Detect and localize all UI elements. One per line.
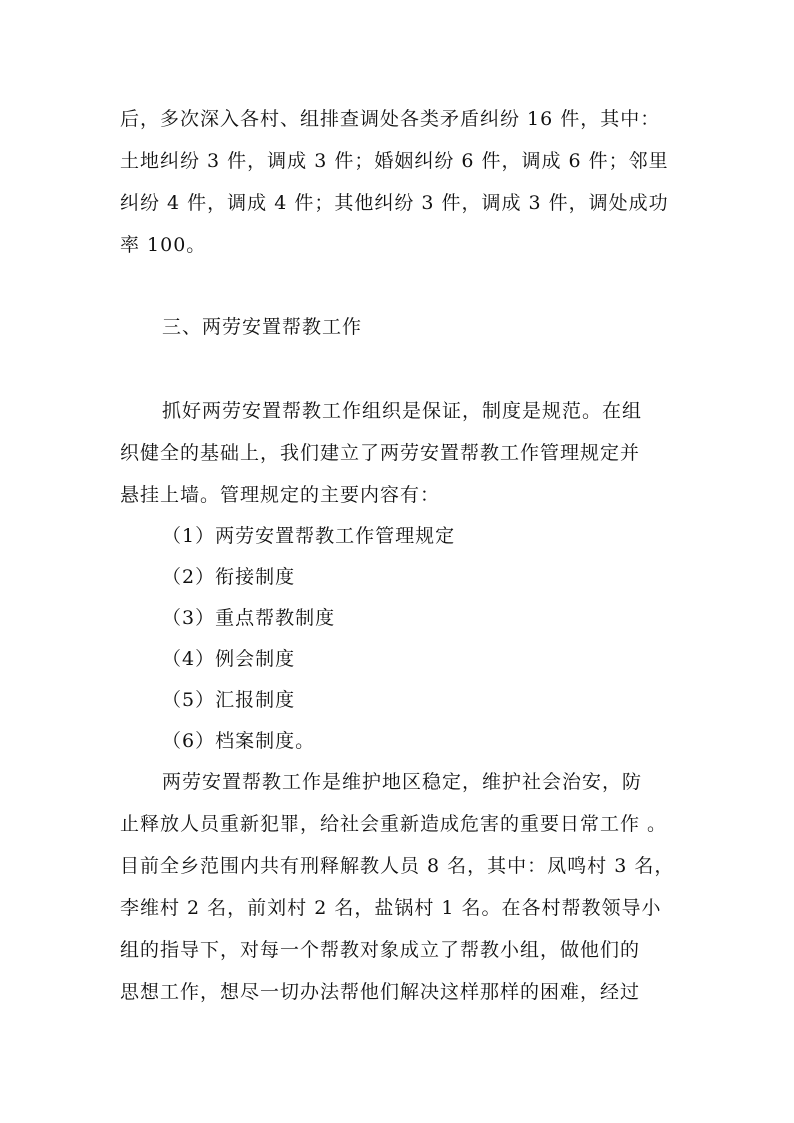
list-item-3: （3）重点帮教制度 [162, 607, 336, 629]
section-heading: 三、两劳安置帮教工作 [162, 316, 363, 338]
paragraph3-line-5: 组的指导下，对每一个帮教对象成立了帮教小组，做他们的 [120, 939, 641, 961]
paragraph3-line-3: 目前全乡范围内共有刑释解教人员 8 名，其中：凤鸣村 3 名， [120, 855, 675, 877]
paragraph2-line-2: 织健全的基础上，我们建立了两劳安置帮教工作管理规定并 [120, 442, 641, 464]
paragraph3-line-1: 两劳安置帮教工作是维护地区稳定，维护社会治安，防 [162, 771, 643, 793]
paragraph1-line-1: 后，多次深入各村、组排查调处各类矛盾纠纷 16 件，其中： [120, 108, 661, 130]
paragraph1-line-3: 纠纷 4 件，调成 4 件；其他纠纷 3 件，调成 3 件，调处成功 [120, 192, 669, 214]
paragraph2-line-3: 悬挂上墙。管理规定的主要内容有： [120, 484, 441, 506]
list-item-2: （2）衔接制度 [162, 566, 296, 588]
paragraph3-line-4: 李维村 2 名，前刘村 2 名，盐锅村 1 名。在各村帮教领导小 [120, 897, 662, 919]
list-item-5: （5）汇报制度 [162, 689, 296, 711]
paragraph3-line-6: 思想工作，想尽一切办法帮他们解决这样那样的困难，经过 [120, 981, 641, 1003]
list-item-6: （6）档案制度。 [162, 730, 316, 752]
paragraph2-line-1: 抓好两劳安置帮教工作组织是保证，制度是规范。在组 [162, 400, 643, 422]
paragraph1-line-2: 土地纠纷 3 件，调成 3 件；婚姻纠纷 6 件，调成 6 件；邻里 [120, 150, 669, 172]
list-item-1: （1）两劳安置帮教工作管理规定 [162, 525, 456, 547]
paragraph3-line-2: 止释放人员重新犯罪，给社会重新造成危害的重要日常工作 。 [120, 813, 668, 835]
list-item-4: （4）例会制度 [162, 648, 296, 670]
paragraph1-line-4: 率 100。 [120, 234, 207, 256]
